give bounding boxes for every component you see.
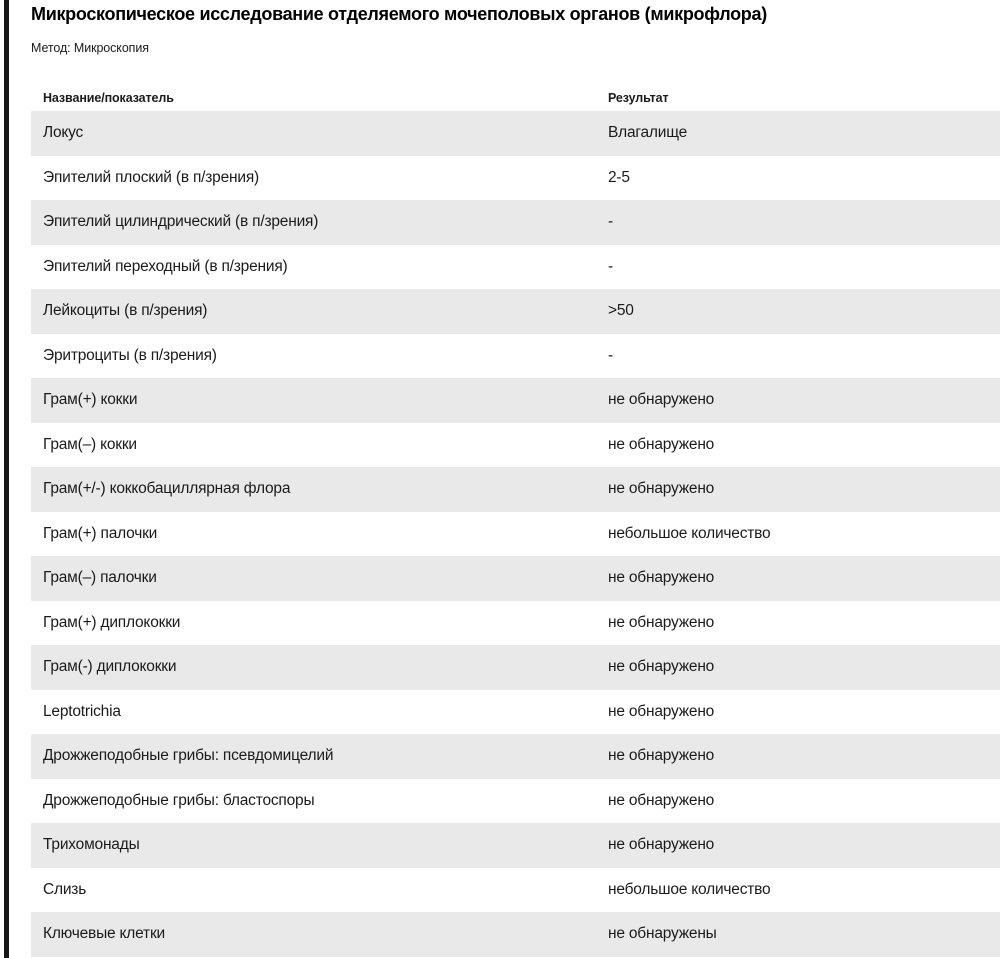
table-header-row (31, 85, 1000, 111)
results-table (31, 85, 1000, 957)
table-row (31, 334, 1000, 379)
result-value-cell: - (608, 213, 613, 231)
result-value-cell: >50 (608, 302, 634, 320)
parameter-name-cell: Грам(–) палочки (43, 569, 157, 587)
result-value-cell: не обнаружено (608, 480, 715, 498)
parameter-name-cell: Грам(+) диплококки (43, 613, 181, 631)
result-value-cell: - (608, 257, 613, 275)
parameter-name-cell: Ключевые клетки (43, 925, 165, 943)
parameter-name-cell: Эпителий плоский (в п/зрения) (43, 168, 259, 186)
parameter-name-cell: Эпителий цилиндрический (в п/зрения) (43, 213, 319, 231)
table-row (31, 200, 1000, 245)
table-row (31, 156, 1000, 201)
column-header-name: Название/показатель (43, 91, 174, 105)
table-row (31, 912, 1000, 957)
table-row (31, 512, 1000, 557)
table-row (31, 423, 1000, 468)
parameter-name-cell: Трихомонады (43, 836, 140, 854)
result-value-cell: небольшое количество (608, 524, 771, 542)
parameter-name-cell: Грам(–) кокки (43, 435, 137, 453)
result-value-cell: небольшое количество (608, 880, 771, 898)
table-row (31, 645, 1000, 690)
table-row (31, 779, 1000, 824)
table-row (31, 601, 1000, 646)
table-row (31, 289, 1000, 334)
table-row (31, 556, 1000, 601)
parameter-name-cell: Грам(+) палочки (43, 524, 158, 542)
parameter-name-cell: Грам(+/-) коккобациллярная флора (43, 480, 291, 498)
result-value-cell: не обнаружено (608, 791, 715, 809)
result-value-cell: не обнаружено (608, 836, 715, 854)
table-row (31, 690, 1000, 735)
table-row (31, 823, 1000, 868)
column-header-result: Результат (608, 91, 669, 105)
parameter-name-cell: Эпителий переходный (в п/зрения) (43, 257, 288, 275)
result-value-cell: не обнаружено (608, 658, 715, 676)
result-value-cell: 2-5 (608, 168, 630, 186)
table-row (31, 111, 1000, 156)
parameter-name-cell: Дрожжеподобные грибы: псевдомицелий (43, 747, 334, 765)
result-value-cell: не обнаружено (608, 702, 715, 720)
method-label: Метод: Микроскопия (31, 41, 149, 55)
left-accent-bar (4, 0, 9, 958)
parameter-name-cell: Лейкоциты (в п/зрения) (43, 302, 208, 320)
results-table-body (31, 111, 1000, 957)
parameter-name-cell: Грам(+) кокки (43, 391, 138, 409)
parameter-name-cell: Слизь (43, 880, 87, 898)
result-value-cell: - (608, 346, 613, 364)
table-row (31, 868, 1000, 913)
result-value-cell: не обнаружено (608, 569, 715, 587)
parameter-name-cell: Leptotrichia (43, 702, 121, 720)
parameter-name-cell: Дрожжеподобные грибы: бластоспоры (43, 791, 315, 809)
result-value-cell: не обнаружены (608, 925, 717, 943)
result-value-cell: не обнаружено (608, 613, 715, 631)
parameter-name-cell: Грам(-) диплококки (43, 658, 177, 676)
table-row (31, 378, 1000, 423)
report-title: Микроскопическое исследование отделяемого мочеполовых органов (микрофлора) (31, 4, 767, 24)
result-value-cell: не обнаружено (608, 391, 715, 409)
result-value-cell: не обнаружено (608, 747, 715, 765)
parameter-name-cell: Эритроциты (в п/зрения) (43, 346, 217, 364)
table-row (31, 467, 1000, 512)
result-value-cell: не обнаружено (608, 435, 715, 453)
table-row (31, 245, 1000, 290)
result-value-cell: Влагалище (608, 124, 688, 142)
parameter-name-cell: Локус (43, 124, 84, 142)
table-row (31, 734, 1000, 779)
